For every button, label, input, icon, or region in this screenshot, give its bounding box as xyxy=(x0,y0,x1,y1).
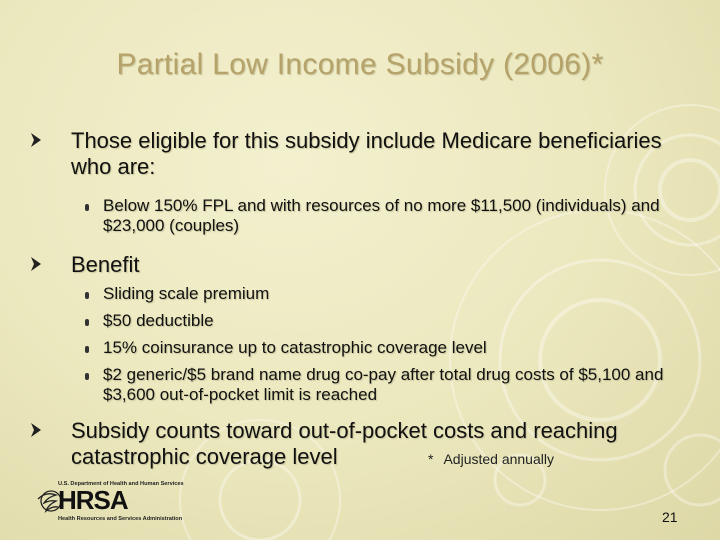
slide-content xyxy=(30,128,690,470)
arrow-bullet-icon xyxy=(30,132,42,148)
hrsa-name: HRSA xyxy=(58,485,128,515)
hrsa-dept-line: U.S. Department of Health and Human Services xyxy=(58,481,184,487)
footnote-text: Adjusted annually xyxy=(443,451,554,467)
bullet-text: Benefit xyxy=(71,252,140,277)
sub-bullet-coinsurance xyxy=(30,338,690,358)
sub-bullet-text: $2 generic/$5 brand name drug co-pay after total drug costs of $5,100 and $3,600 out-of-pocket limit is reached xyxy=(103,365,664,404)
bullet-subsidy-counts xyxy=(30,418,690,470)
slide-title: Partial Low Income Subsidy (2006)* xyxy=(116,48,604,81)
sub-bullet-text: Below 150% FPL and with resources of no more $11,500 (individuals) and $23,000 (couples) xyxy=(103,196,660,235)
dot-bullet-icon xyxy=(85,204,89,211)
sub-bullet-copay xyxy=(30,365,690,405)
dot-bullet-icon xyxy=(85,319,89,326)
footnote-mark: * xyxy=(428,451,434,467)
footnote xyxy=(428,451,554,467)
dot-bullet-icon xyxy=(85,346,89,353)
sub-bullet-text: 15% coinsurance up to catastrophic coverage level xyxy=(103,338,487,357)
hrsa-logo xyxy=(36,479,211,524)
sub-bullet-deductible xyxy=(30,311,690,331)
bullet-text: Those eligible for this subsidy include Medicare beneficiaries who are: xyxy=(71,128,662,179)
hrsa-subtitle: Health Resources and Services Administration xyxy=(58,516,183,522)
arrow-bullet-icon xyxy=(30,256,42,272)
bullet-benefit xyxy=(30,252,690,278)
dot-bullet-icon xyxy=(85,292,89,299)
bullet-text: Subsidy counts toward out-of-pocket costs and reaching catastrophic coverage level xyxy=(71,418,618,469)
sub-bullet-text: Sliding scale premium xyxy=(103,284,270,303)
page-number: 21 xyxy=(662,509,678,525)
sub-bullet-text: $50 deductible xyxy=(103,311,214,330)
sub-bullet-premium xyxy=(30,284,690,304)
bullet-eligibility xyxy=(30,128,690,180)
arrow-bullet-icon xyxy=(30,422,42,438)
sub-bullet-eligibility-income xyxy=(30,196,690,236)
dot-bullet-icon xyxy=(85,373,89,380)
